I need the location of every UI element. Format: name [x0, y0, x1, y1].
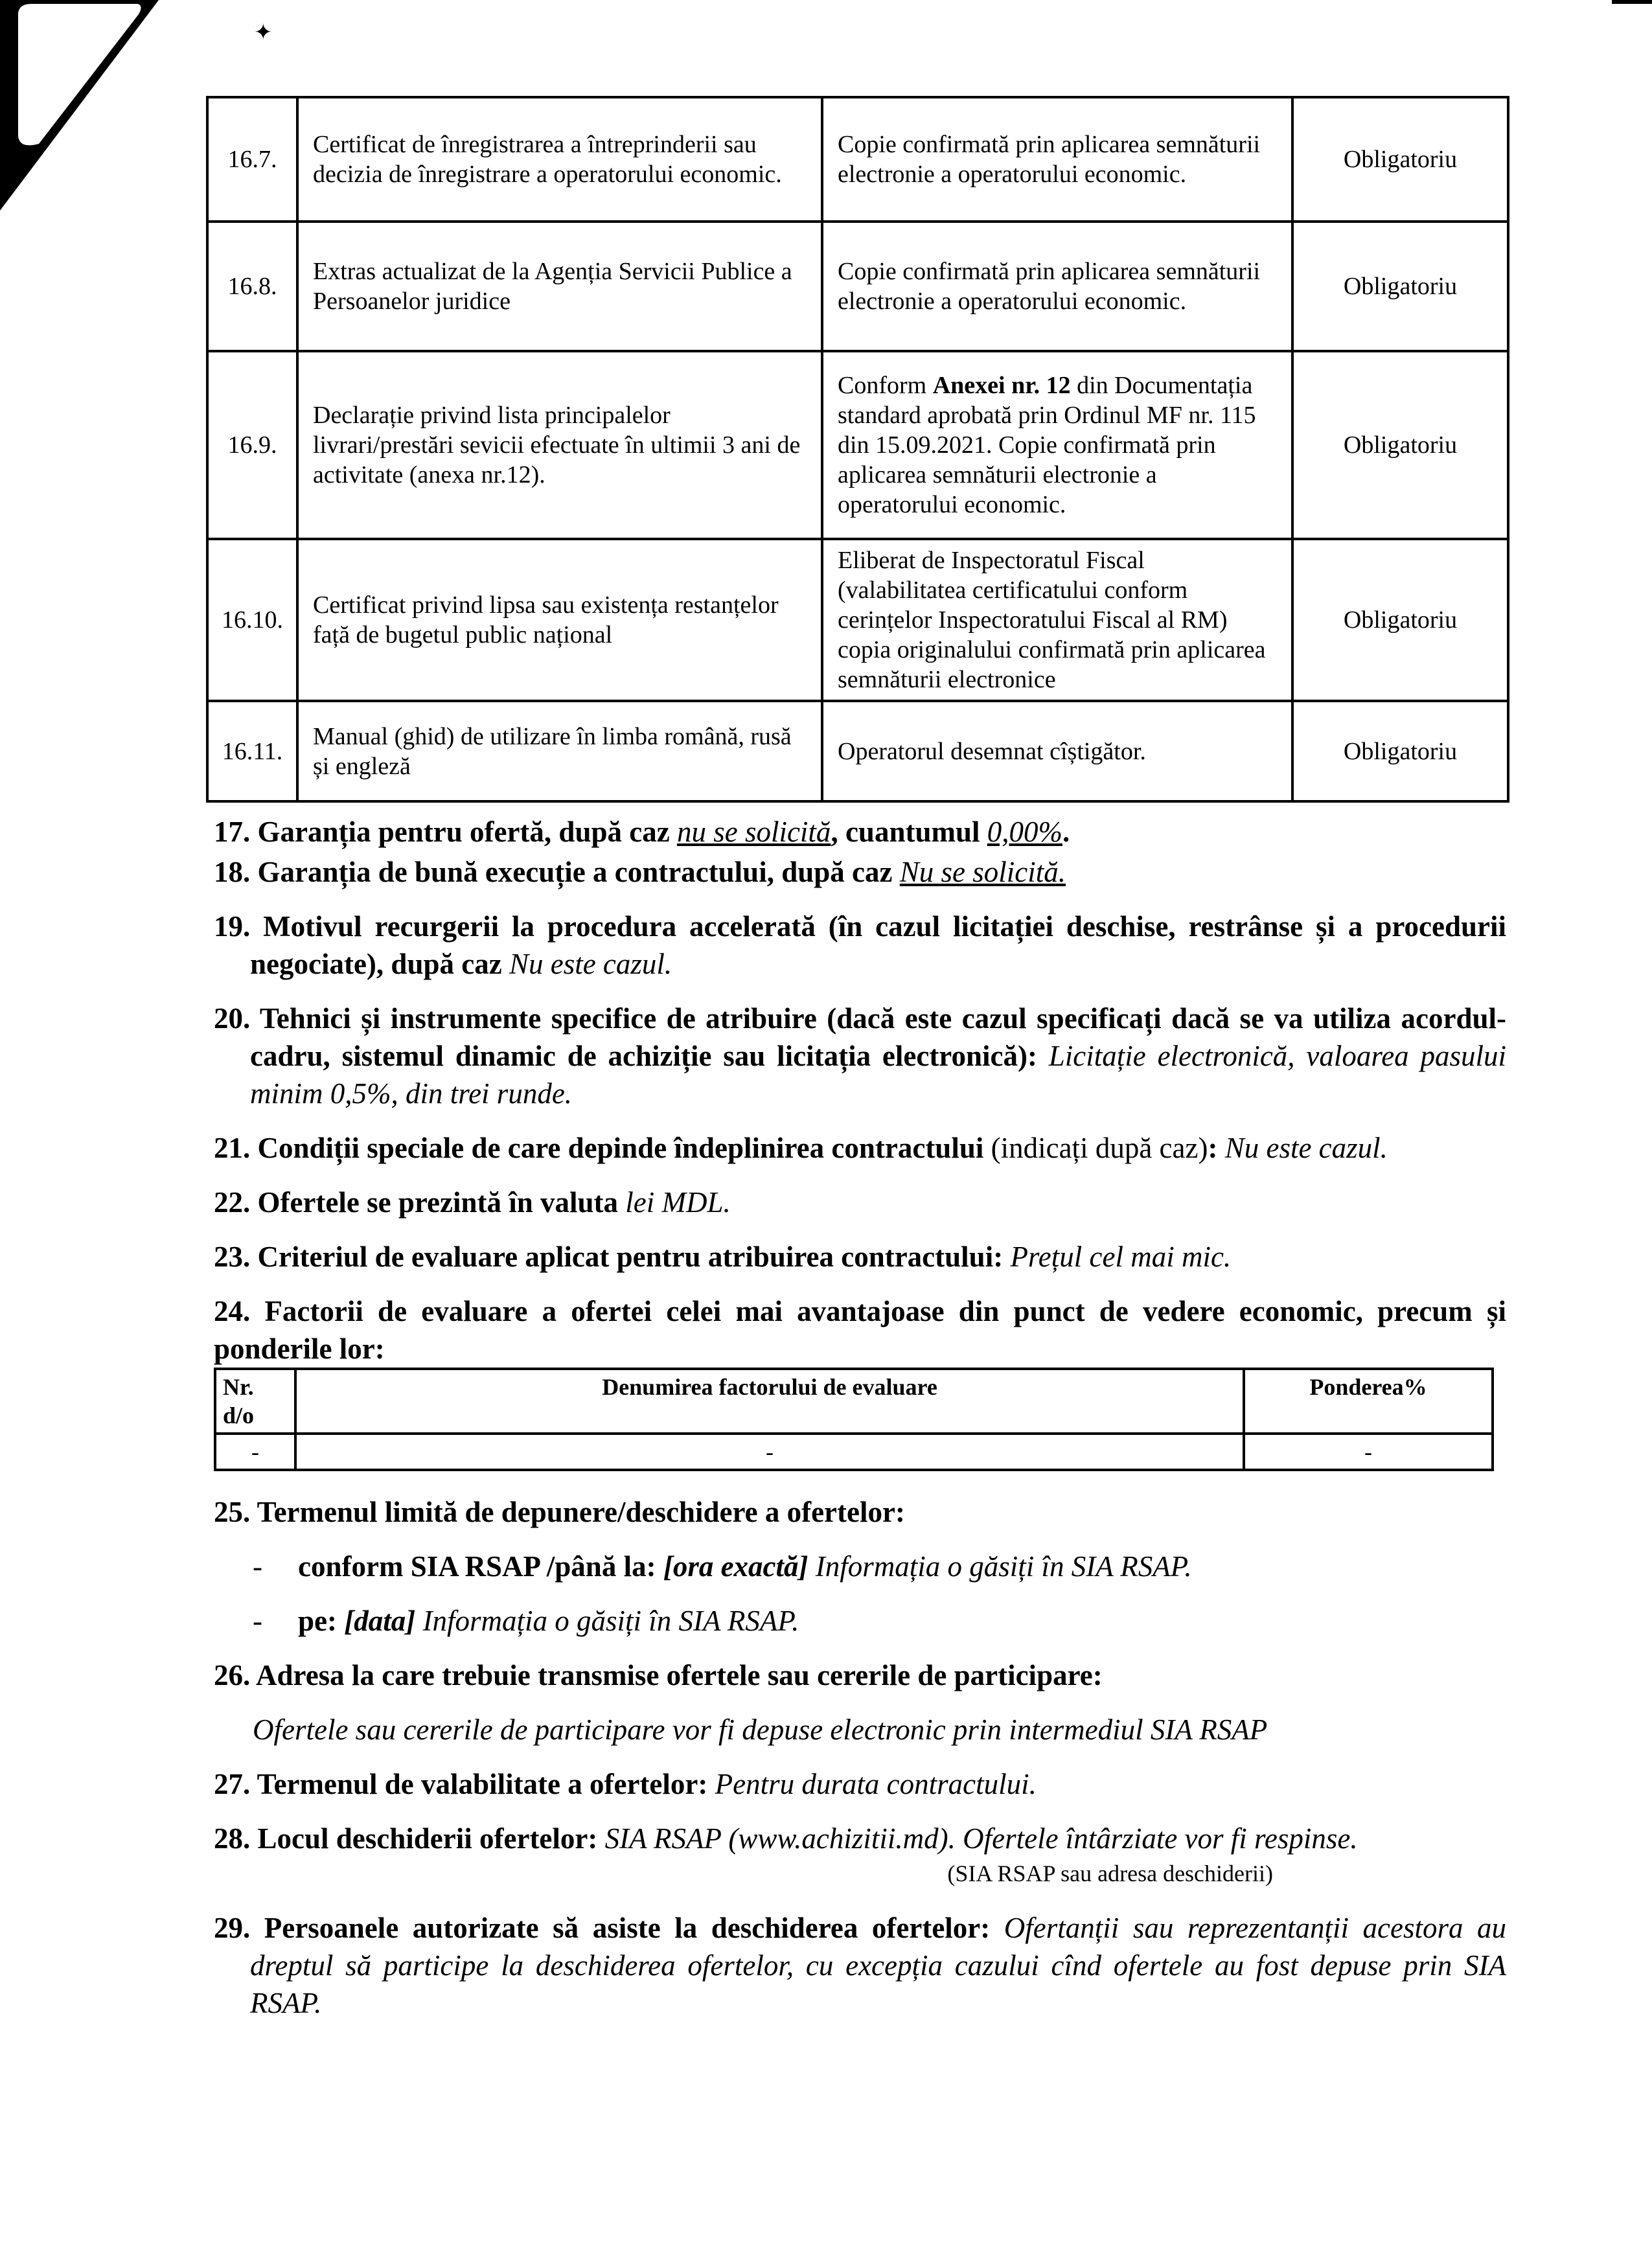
table-row: [207, 222, 1508, 351]
condition-prefix: Conform: [838, 372, 933, 399]
item-17: [214, 813, 1506, 851]
bullet-tag: [data]: [344, 1605, 416, 1637]
item-value: Pentru durata contractului.: [715, 1768, 1037, 1800]
item-end: .: [1062, 816, 1070, 848]
item-28-note: (SIA RSAP sau adresa deschiderii): [947, 1861, 1273, 1886]
item-26-value: [214, 1711, 1506, 1748]
item-29: [214, 1909, 1506, 2022]
item-label: 18. Garanția de bună execuție a contractului, după caz: [214, 856, 893, 888]
header-factor-name: Denumirea factorului de evaluare: [295, 1369, 1244, 1434]
row-status: Obligatoriu: [1292, 539, 1508, 701]
item-18: [214, 853, 1506, 891]
item-22: [214, 1184, 1506, 1221]
row-condition: [822, 351, 1292, 539]
item-value-percent: 0,00%: [987, 816, 1062, 848]
table-row: [207, 701, 1508, 801]
item-value: Ofertele sau cererile de participare vor fi depuse electronic prin intermediul SIA RSAP: [253, 1713, 1268, 1746]
row-status: Obligatoriu: [1292, 222, 1508, 351]
row-description: Certificat de înregistrarea a întreprinderii sau decizia de înregistrare a operatorului economic.: [297, 97, 822, 222]
table-row: [207, 351, 1508, 539]
item-label: 25. Termenul limită de depunere/deschidere a ofertelor:: [214, 1496, 905, 1528]
condition-text: din Documentația standard aprobată prin Ordinul MF nr. 115 din 15.09.2021. Copie confirmată prin aplicarea semnăturii electronie a operatorului economic.: [838, 372, 1256, 518]
item-value: lei MDL.: [625, 1186, 731, 1219]
item-20: [214, 1000, 1506, 1112]
item-value: SIA RSAP (www.achizitii.md). Ofertele întârziate vor fi respinse.: [604, 1822, 1358, 1855]
item-23: [214, 1238, 1506, 1276]
bullet-dash: -: [253, 1605, 262, 1637]
row-description: Certificat privind lipsa sau existența restanțelor față de bugetul public național: [297, 539, 822, 701]
document-body: [214, 813, 1506, 2039]
item-label: 26. Adresa la care trebuie transmise ofertele sau cererile de participare:: [214, 1659, 1103, 1691]
scan-corner-mark: [1612, 0, 1652, 4]
row-number: 16.7.: [207, 97, 297, 222]
row-status: Obligatoriu: [1292, 351, 1508, 539]
scan-edge-artifact: [0, 0, 162, 214]
table-row: [207, 97, 1508, 222]
cell-nr: -: [215, 1434, 295, 1470]
row-condition: Operatorul desemnat cîștigător.: [822, 701, 1292, 801]
item-28: [214, 1820, 1506, 1857]
row-description: Declarație privind lista principalelor livrari/prestări sevicii efectuate în ultimii 3 ani de activitate (anexa nr.12).: [297, 351, 822, 539]
row-condition: Copie confirmată prin aplicarea semnăturii electronie a operatorului economic.: [822, 97, 1292, 222]
row-number: 16.11.: [207, 701, 297, 801]
header-weight: Ponderea%: [1244, 1369, 1493, 1434]
item-label: 29. Persoanele autorizate să asiste la deschiderea ofertelor:: [214, 1912, 1004, 1944]
row-status: Obligatoriu: [1292, 97, 1508, 222]
item-25-bullet-time: [253, 1548, 1506, 1585]
item-value: Ofertanții sau reprezentanții acestora au dreptul să participe la deschiderea ofertelor, cu excepția cazului cînd ofertele au fost depuse prin SIA RSAP.: [250, 1912, 1507, 2019]
table-header-row: [215, 1369, 1493, 1434]
item-26: [214, 1656, 1506, 1694]
item-label: 22. Ofertele se prezintă în valuta: [214, 1186, 626, 1219]
item-value: Prețul cel mai mic.: [1010, 1241, 1232, 1273]
item-value: Nu se solicită.: [899, 856, 1066, 888]
item-25-bullet-date: [253, 1602, 1506, 1640]
row-number: 16.9.: [207, 351, 297, 539]
evaluation-factors-table: [214, 1368, 1494, 1471]
item-value: Licitație electronică, valoarea pasului minim 0,5%, din trei runde.: [250, 1040, 1506, 1110]
item-label: 24. Factorii de evaluare a ofertei celei mai avantajoase din punct de vedere economic, precum și ponderile lor:: [214, 1295, 1506, 1365]
item-hint: (indicați după caz): [991, 1132, 1208, 1164]
item-value: nu se solicită: [676, 816, 831, 848]
item-label: 21. Condiții speciale de care depinde îndeplinirea contractului: [214, 1132, 991, 1164]
item-27: [214, 1765, 1506, 1803]
bullet-label: pe:: [298, 1605, 345, 1637]
item-24: [214, 1292, 1506, 1368]
row-description: Manual (ghid) de utilizare în limba română, rusă și engleză: [297, 701, 822, 801]
row-status: Obligatoriu: [1292, 701, 1508, 801]
item-label-mid: , cuantumul: [831, 816, 987, 848]
condition-bold-ref: Anexei nr. 12: [932, 372, 1071, 399]
item-label: 23. Criteriul de evaluare aplicat pentru atribuirea contractului:: [214, 1241, 1011, 1273]
row-number: 16.8.: [207, 222, 297, 351]
item-value: Nu este cazul.: [1224, 1132, 1388, 1164]
bullet-dash: -: [253, 1550, 262, 1583]
row-condition: Copie confirmată prin aplicarea semnăturii electronie a operatorului economic.: [822, 222, 1292, 351]
bullet-value: Informația o găsiți în SIA RSAP.: [808, 1550, 1192, 1583]
table-row: [207, 539, 1508, 701]
item-label: 28. Locul deschiderii ofertelor:: [214, 1822, 605, 1855]
item-label: 27. Termenul de valabilitate a ofertelor:: [214, 1768, 715, 1800]
bullet-tag: [ora exactă]: [663, 1550, 809, 1583]
item-colon: :: [1208, 1132, 1225, 1164]
row-number: 16.10.: [207, 539, 297, 701]
item-label: 17. Garanția pentru ofertă, după caz: [214, 816, 670, 848]
item-25: [214, 1493, 1506, 1531]
scan-speck-icon: ✦: [254, 21, 273, 45]
item-21: [214, 1129, 1506, 1167]
cell-weight: -: [1244, 1434, 1493, 1470]
bullet-value: Informația o găsiți în SIA RSAP.: [415, 1605, 799, 1637]
item-label: 19. Motivul recurgerii la procedura accelerată (în cazul licitației deschise, restrânse și a procedurii negociate), după caz: [214, 910, 1506, 980]
item-label: 20. Tehnici și instrumente specifice de atribuire (dacă este cazul specificați dacă se va utiliza acordul-cadru, sistemul dinamic de achiziție sau licitația electronică):: [214, 1002, 1506, 1072]
table-row: [215, 1434, 1493, 1470]
item-19: [214, 908, 1506, 983]
row-description: Extras actualizat de la Agenția Servicii Publice a Persoanelor juridice: [297, 222, 822, 351]
item-value: Nu este cazul.: [509, 948, 672, 980]
bullet-label: conform SIA RSAP /până la:: [298, 1550, 663, 1583]
row-condition: Eliberat de Inspectoratul Fiscal (valabilitatea certificatului conform cerințelor Inspectoratului Fiscal al RM) copia originalului confirmată prin aplicarea semnăturii electronice: [822, 539, 1292, 701]
cell-factor-name: -: [295, 1434, 1244, 1470]
header-nr: Nr. d/o: [215, 1369, 295, 1434]
requirements-table: [206, 96, 1509, 803]
